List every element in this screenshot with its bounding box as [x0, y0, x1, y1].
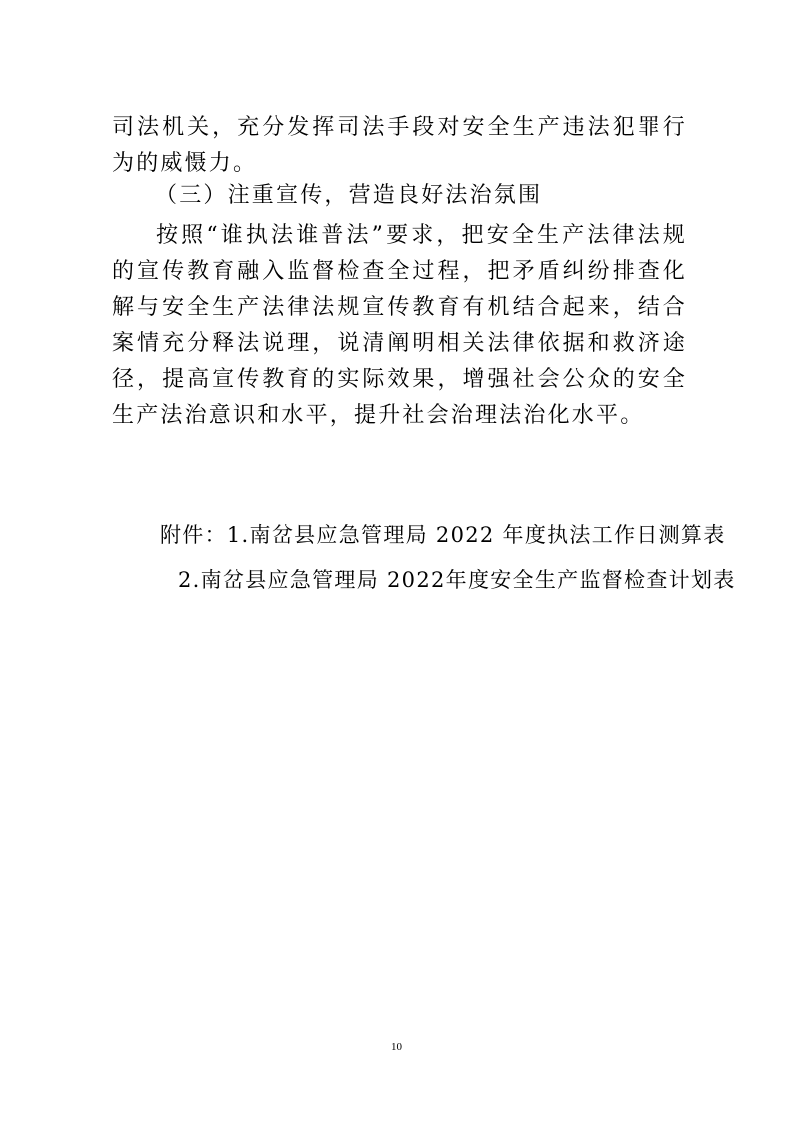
attachment-item-2: 2.南岔县应急管理局 2022年度安全生产监督检查计划表	[178, 568, 736, 592]
paragraph-judicial-deterrence: 司法机关，充分发挥司法手段对安全生产违法犯罪行为的威慑力。	[112, 115, 687, 176]
section-heading-publicity: （三）注重宣传，营造良好法治氛围	[155, 183, 543, 208]
paragraph-law-publicity: 按照“谁执法谁普法”要求，把安全生产法律法规的宣传教育融入监督检查全过程，把矛盾纠纷排查化解与安全生产法律法规宣传教育有机结合起来，结合案情充分释法说理，说清阐明相关法律依据和救济途径，提高宣传教育的实际效果，增强社会公众的安全生产法治意识和水平，提升社会治理法治化水平。	[112, 223, 687, 428]
attachment-item-1: 附件：1.南岔县应急管理局 2022 年度执法工作日测算表	[160, 523, 726, 547]
page-number: 10	[391, 1041, 402, 1053]
